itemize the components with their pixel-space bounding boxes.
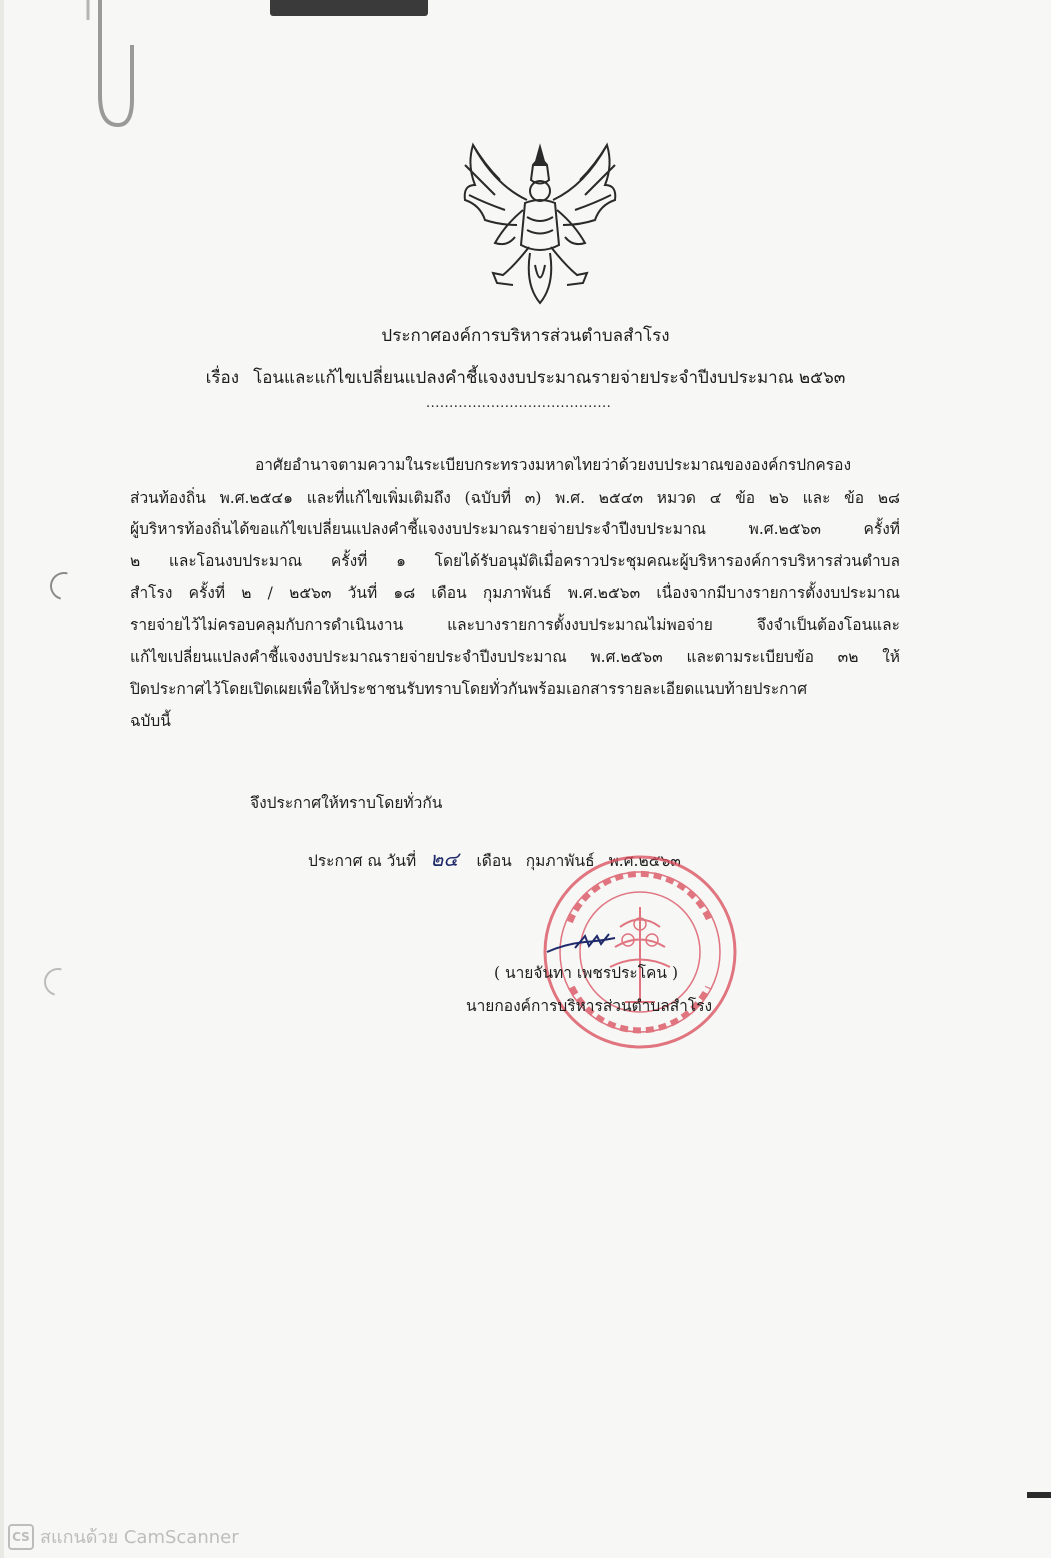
subject-text: โอนและแก้ไขเปลี่ยนแปลงคำชี้แจงงบประมาณรายจ่ายประจำปีงบประมาณ ๒๕๖๓ bbox=[253, 368, 846, 388]
separator-dots: ........................................ bbox=[426, 396, 612, 411]
garuda-emblem-icon bbox=[455, 125, 625, 310]
document-title: ประกาศองค์การบริหารส่วนตำบลสำโรง bbox=[381, 326, 670, 346]
document-subject-line bbox=[0, 364, 1051, 391]
signer-title: นายกองค์การบริหารส่วนตำบลสำโรง bbox=[466, 997, 713, 1015]
body-line: ส่วนท้องถิ่น พ.ศ.๒๕๔๑ และที่แก้ไขเพิ่มเติมถึง (ฉบับที่ ๓) พ.ศ. ๒๕๔๓ หมวด ๔ ข้อ ๒๖ และ ข้อ ๒๘ bbox=[130, 489, 900, 507]
signer-name: ( นายจันทา เพชรประโคน ) bbox=[494, 964, 678, 982]
handwritten-day: ๒๔ bbox=[430, 847, 459, 871]
month-label: เดือน bbox=[476, 852, 512, 870]
camscanner-watermark bbox=[8, 1522, 239, 1551]
date-prefix: ประกาศ ณ วันที่ bbox=[308, 852, 417, 870]
body-line: แก้ไขเปลี่ยนแปลงคำชี้แจงงบประมาณรายจ่ายประจำปีงบประมาณ พ.ศ.๒๕๖๓ และตามระเบียบข้อ ๓๒ ให้ bbox=[130, 648, 900, 666]
punch-hole-top bbox=[45, 567, 83, 605]
subject-label: เรื่อง bbox=[205, 368, 240, 388]
signature-icon bbox=[545, 922, 635, 962]
scan-artifact-corner bbox=[1027, 1492, 1051, 1498]
punch-hole-bottom bbox=[39, 963, 77, 1001]
scan-artifact-strip bbox=[270, 0, 428, 16]
year: พ.ศ.๒๕๖๓ bbox=[608, 852, 681, 870]
camscanner-logo-icon: CS bbox=[8, 1524, 34, 1550]
body-line: ๒ และโอนงบประมาณ ครั้งที่ ๑ โดยได้รับอนุมัติเมื่อคราวประชุมคณะผู้บริหารองค์การบริหารส่วนตำบล bbox=[130, 552, 900, 570]
body-line: ปิดประกาศไว้โดยเปิดเผยเพื่อให้ประชาชนรับทราบโดยทั่วกันพร้อมเอกสารรายละเอียดแนบท้ายประกาศ bbox=[130, 680, 808, 698]
body-line: อาศัยอำนาจตามความในระเบียบกระทรวงมหาดไทยว่าด้วยงบประมาณขององค์กรปกครอง bbox=[255, 456, 852, 474]
scan-edge bbox=[0, 0, 4, 1558]
closing-statement: จึงประกาศให้ทราบโดยทั่วกัน bbox=[250, 794, 443, 812]
month: กุมภาพันธ์ bbox=[525, 852, 595, 870]
body-line: ฉบับนี้ bbox=[130, 712, 171, 730]
body-line: ผู้บริหารท้องถิ่นได้ขอแก้ไขเปลี่ยนแปลงคำชี้แจงงบประมาณรายจ่ายประจำปีงบประมาณ พ.ศ.๒๕๖๓ ครั้งที่ bbox=[130, 520, 900, 538]
body-line: สำโรง ครั้งที่ ๒ / ๒๕๖๓ วันที่ ๑๘ เดือน กุมภาพันธ์ พ.ศ.๒๕๖๓ เนื่องจากมีบางรายการตั้งงบประมาณ bbox=[130, 584, 900, 602]
paperclip-icon bbox=[80, 0, 140, 140]
camscanner-label: สแกนด้วย CamScanner bbox=[40, 1527, 239, 1548]
body-line: รายจ่ายไว้ไม่ครอบคลุมกับการดำเนินงาน และบางรายการตั้งงบประมาณไม่พอจ่าย จึงจำเป็นต้องโอนและ bbox=[130, 616, 900, 634]
